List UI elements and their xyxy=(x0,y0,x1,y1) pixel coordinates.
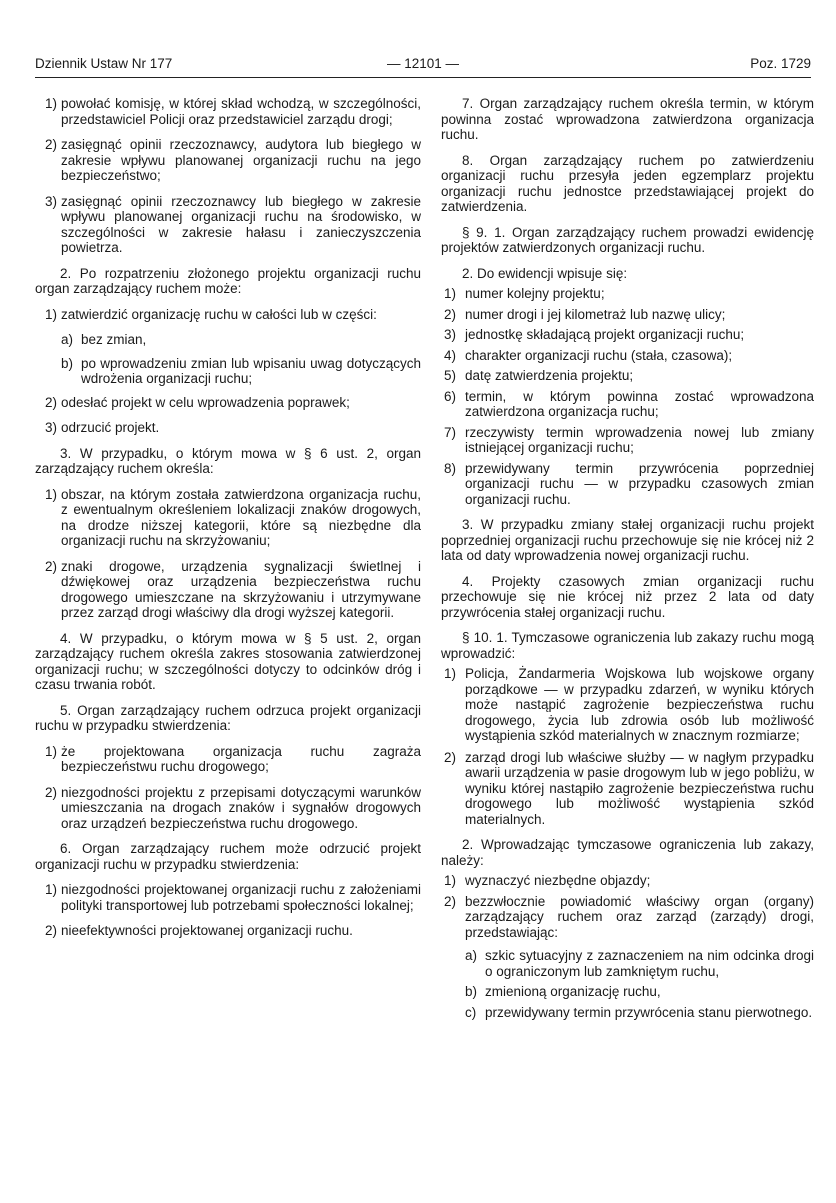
item-number: 2) xyxy=(444,893,457,909)
item-text: bez zmian, xyxy=(81,332,147,347)
list-item xyxy=(441,327,814,343)
paragraph: 2. Po rozpatrzeniu złożonego projektu organizacji ruchu organ zarządzający ruchem może: xyxy=(35,265,421,296)
item-text: numer drogi i jej kilometraż lub nazwę ulicy; xyxy=(465,306,726,322)
item-number: 1) xyxy=(444,286,457,301)
sub-item xyxy=(35,356,421,387)
list-item xyxy=(35,307,421,323)
item-number: 2) xyxy=(45,784,58,800)
section-paragraph: § 10. 1. Tymczasowe ograniczenia lub zakazy ruchu mogą wprowadzić: xyxy=(441,630,814,661)
paragraph: 3. W przypadku, o którym mowa w § 6 ust. 2, organ zarządzający ruchem określa: xyxy=(35,445,421,476)
list-item xyxy=(35,744,421,775)
item-number: 1) xyxy=(45,743,58,759)
item-text: bezzwłocznie powiadomić właściwy organ (organy) zarządzający ruchem oraz zarząd (zarządy) drogi, przedstawiając: xyxy=(465,893,814,940)
item-text: obszar, na którym została zatwierdzona organizacja ruchu, z ewentualnym określeniem lokalizacji znaków drogowych, na drodze niższej kategorii, które są niezbędne dla organizacji ruchu na skrzyżowaniu; xyxy=(61,486,421,548)
item-number: 3) xyxy=(45,420,58,435)
item-number: 2) xyxy=(444,306,457,322)
right-column xyxy=(441,96,814,1025)
item-text: że projektowana organizacja ruchu zagraża bezpieczeństwu ruchu drogowego; xyxy=(61,743,421,774)
list-item xyxy=(441,286,814,302)
item-letter: c) xyxy=(465,1004,477,1020)
item-text: termin, w którym powinna zostać wprowadzona zatwierdzona organizacja ruchu; xyxy=(465,388,814,419)
item-letter: b) xyxy=(61,355,74,371)
item-number: 4) xyxy=(444,347,457,363)
paragraph: 6. Organ zarządzający ruchem może odrzucić projekt organizacji ruchu w przypadku stwierdzenia: xyxy=(35,841,421,872)
paragraph: 2. Wprowadzając tymczasowe ograniczenia lub zakazy, należy: xyxy=(441,837,814,868)
item-text: przewidywany termin przywrócenia stanu pierwotnego. xyxy=(485,1004,813,1020)
item-letter: b) xyxy=(465,984,478,999)
page-header xyxy=(35,56,811,76)
item-number: 1) xyxy=(45,486,58,502)
sub-item xyxy=(441,984,814,1000)
item-number: 2) xyxy=(45,137,58,152)
item-number: 6) xyxy=(444,388,457,404)
item-text: zmienioną organizację ruchu, xyxy=(485,984,661,999)
item-text: numer kolejny projektu; xyxy=(465,286,605,301)
item-text: zarząd drogi lub właściwe służby — w nagłym przypadku awarii urządzenia w pasie drogowym lub w jego pobliżu, w wyniku której nastąpiło zagrożenie bezpieczeństwa ruchu drogowego lub możliwość wystąpienia szkód materialnych. xyxy=(465,749,814,827)
page-number: — 12101 — xyxy=(386,56,460,71)
list-item xyxy=(441,425,814,456)
list-item xyxy=(35,137,421,184)
item-text: po wprowadzeniu zmian lub wpisaniu uwag dotyczących wdrożenia organizacji ruchu; xyxy=(81,355,421,386)
item-text: nieefektywności projektowanej organizacji ruchu. xyxy=(61,923,353,938)
list-item xyxy=(35,785,421,832)
item-text: niezgodności projektu z przepisami dotyczącymi warunków umieszczania na drogach znaków i sygnałów drogowych oraz urządzeń bezpieczeństwa ruchu drogowego. xyxy=(61,784,421,831)
paragraph: 8. Organ zarządzający ruchem po zatwierdzeniu organizacji ruchu przesyła jeden egzemplarz projektu organizacji ruchu jednostce przedstawiającej projekt do zatwierdzenia. xyxy=(441,152,814,214)
item-text: zasięgnąć opinii rzeczoznawcy lub biegłego w zakresie wpływu planowanej organizacji ruchu na środowisko, w szczególności w zakresie hałasu i zanieczyszczenia powietrza. xyxy=(61,193,421,255)
left-column xyxy=(35,96,421,949)
item-number: 7) xyxy=(444,424,457,440)
list-item xyxy=(441,666,814,744)
sub-item xyxy=(441,948,814,979)
list-item xyxy=(35,559,421,621)
paragraph: 4. W przypadku, o którym mowa w § 5 ust. 2, organ zarządzający ruchem określa zakres stosowania zatwierdzonej organizacji ruchu; w szczególności dotyczy to odcinków dróg i czasu trwania robót. xyxy=(35,630,421,692)
list-item xyxy=(441,307,814,323)
item-text: datę zatwierdzenia projektu; xyxy=(465,368,634,383)
header-rule xyxy=(35,77,811,78)
list-item xyxy=(441,389,814,420)
list-item xyxy=(441,894,814,941)
item-text: przewidywany termin przywrócenia poprzedniej organizacji ruchu — w przypadku czasowych zmian organizacji ruchu. xyxy=(465,460,814,507)
list-item xyxy=(441,873,814,889)
item-text: wyznaczyć niezbędne objazdy; xyxy=(465,873,651,888)
paragraph: 5. Organ zarządzający ruchem odrzuca projekt organizacji ruchu w przypadku stwierdzenia: xyxy=(35,702,421,733)
section-paragraph: § 9. 1. Organ zarządzający ruchem prowadzi ewidencję projektów zatwierdzonych organizacji ruchu. xyxy=(441,224,814,255)
sub-item xyxy=(441,1005,814,1021)
item-text: powołać komisję, w której skład wchodzą, w szczególności, przedstawiciel Policji oraz przedstawiciel zarządu drogi; xyxy=(61,96,421,127)
item-text: szkic sytuacyjny z zaznaczeniem na nim odcinka drogi o ograniczonym lub zamkniętym ruchu, xyxy=(485,948,814,979)
item-text: jednostkę składającą projekt organizacji ruchu; xyxy=(465,327,745,342)
item-text: odesłać projekt w celu wprowadzenia poprawek; xyxy=(61,394,350,410)
item-letter: a) xyxy=(465,948,478,963)
item-number: 8) xyxy=(444,460,457,476)
paragraph: 3. W przypadku zmiany stałej organizacji ruchu projekt poprzedniej organizacji ruchu przechowuje się nie krócej niż 2 lata od daty wprowadzenia nowej organizacji ruchu. xyxy=(441,517,814,563)
item-text: niezgodności projektowanej organizacji ruchu z założeniami polityki transportowej lub potrzebami społeczności lokalnej; xyxy=(61,882,421,913)
journal-title: Dziennik Ustaw Nr 177 xyxy=(35,56,173,71)
item-number: 3) xyxy=(444,327,457,342)
item-number: 5) xyxy=(444,368,457,383)
item-text: zatwierdzić organizację ruchu w całości lub w części: xyxy=(61,306,377,322)
item-number: 1) xyxy=(45,306,58,322)
list-item xyxy=(35,923,421,939)
list-item xyxy=(441,461,814,508)
item-text: Policja, Żandarmeria Wojskowa lub wojskowe organy porządkowe — w przypadku zdarzeń, w wyniku których może nastąpić zagrożenie bezpieczeństwa ruchu drogowego, życia lub zdrowia osób lub możliwość wystąpienia szkód materialnych w znacznym rozmiarze; xyxy=(465,666,814,743)
list-item xyxy=(35,96,421,127)
item-number: 1) xyxy=(444,873,457,888)
item-number: 1) xyxy=(444,666,457,681)
item-number: 2) xyxy=(45,558,58,574)
item-number: 3) xyxy=(45,193,58,209)
list-item xyxy=(35,395,421,411)
item-letter: a) xyxy=(61,332,74,347)
item-number: 2) xyxy=(45,394,58,410)
item-text: odrzucić projekt. xyxy=(61,420,160,435)
paragraph: 4. Projekty czasowych zmian organizacji ruchu przechowuje się nie krócej niż przez 2 lata od daty przywrócenia stałej organizacji ruchu. xyxy=(441,573,814,620)
list-item xyxy=(35,487,421,549)
list-item xyxy=(35,420,421,436)
item-number: 2) xyxy=(45,923,58,938)
position-number: Poz. 1729 xyxy=(750,56,811,71)
item-number: 2) xyxy=(444,749,457,765)
list-item xyxy=(441,348,814,364)
item-number: 1) xyxy=(45,96,58,111)
paragraph: 2. Do ewidencji wpisuje się: xyxy=(462,265,628,281)
item-text: zasięgnąć opinii rzeczoznawcy, audytora lub biegłego w zakresie wpływu planowanej organizacji ruchu na jego bezpieczeństwo; xyxy=(61,137,421,183)
item-text: charakter organizacji ruchu (stała, czasowa); xyxy=(465,347,733,363)
paragraph: 7. Organ zarządzający ruchem określa termin, w którym powinna zostać wprowadzona zatwierdzona organizacja ruchu. xyxy=(441,96,814,142)
list-item xyxy=(35,882,421,913)
item-text: znaki drogowe, urządzenia sygnalizacji świetlnej i dźwiękowej oraz urządzenia bezpieczeństwa ruchu drogowego umieszczane na skrzyżowaniu i utrzymywane przez zarząd drogi właściwy dla drogi wyższej kategorii. xyxy=(61,558,421,620)
list-item xyxy=(35,194,421,256)
list-item xyxy=(441,750,814,828)
list-item xyxy=(441,368,814,384)
item-text: rzeczywisty termin wprowadzenia nowej lub zmiany istniejącej organizacji ruchu; xyxy=(465,424,814,455)
sub-item xyxy=(35,332,421,348)
item-number: 1) xyxy=(45,882,58,897)
